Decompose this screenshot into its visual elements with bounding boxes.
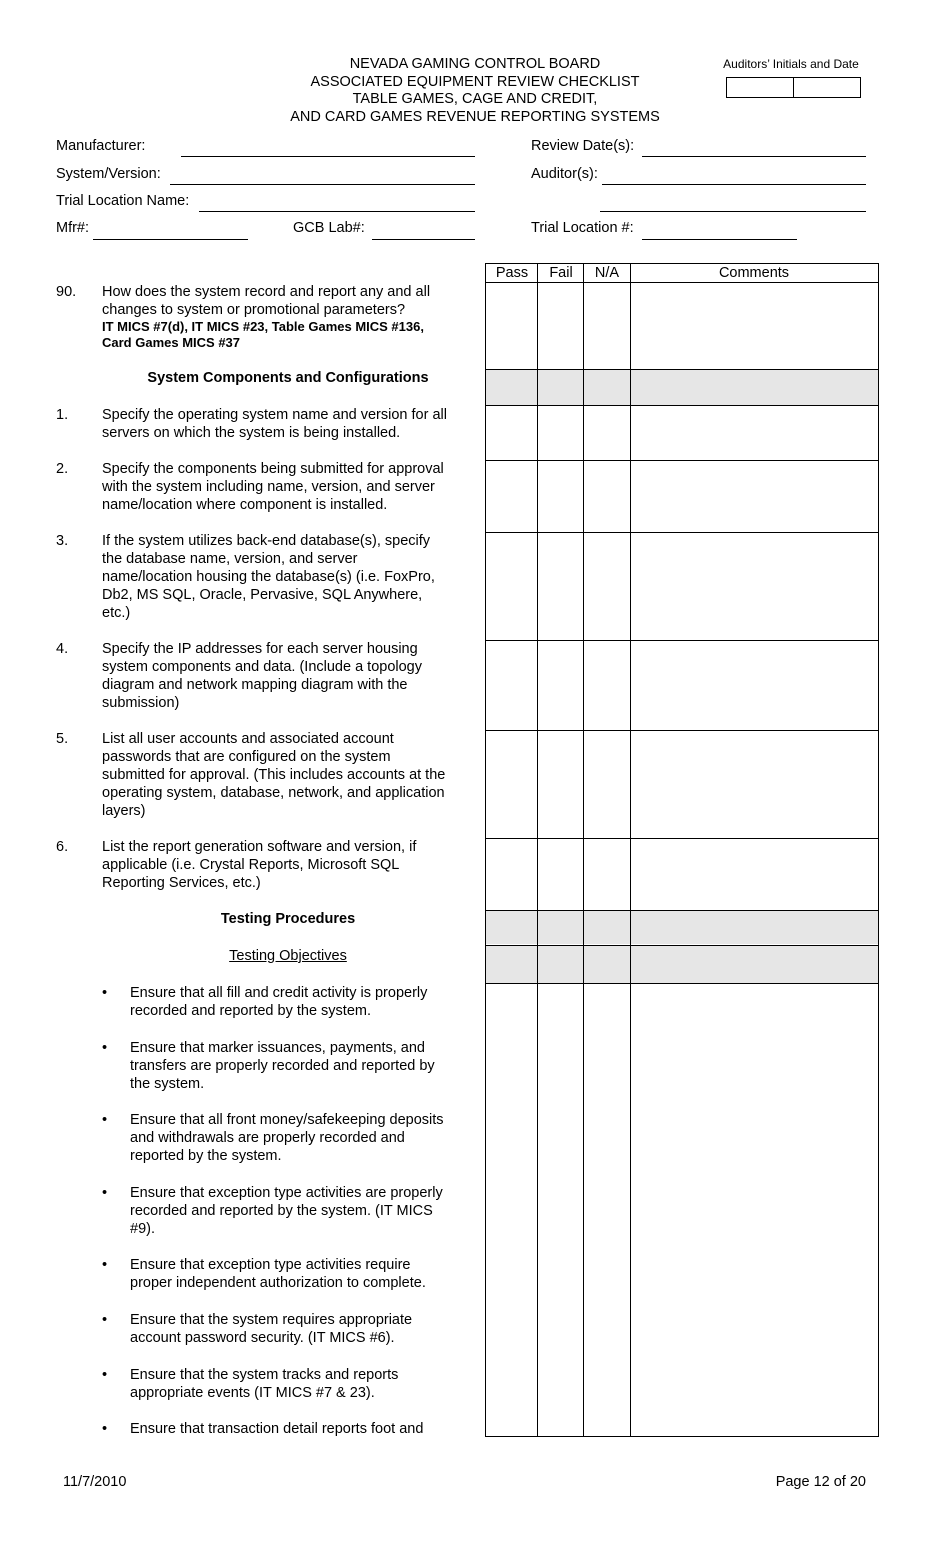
- auditors-initials-box[interactable]: [726, 77, 861, 98]
- row-divider: [486, 405, 878, 406]
- objective-line: transfers are properly recorded and reported by: [130, 1058, 435, 1074]
- row-divider: [486, 910, 878, 911]
- auditors-label: Auditor(s):: [531, 166, 598, 182]
- objective-line: Ensure that the system tracks and reports: [130, 1367, 399, 1383]
- question-line: submission): [102, 695, 180, 711]
- objective-line: and withdrawals are properly recorded and: [130, 1130, 405, 1146]
- question-line: with the system including name, version, and server: [102, 479, 435, 495]
- objective-line: the system.: [130, 1076, 205, 1092]
- gcb-lab-label: GCB Lab#:: [293, 220, 365, 236]
- comments-column-header: Comments: [718, 265, 790, 281]
- question-6-text: [102, 838, 482, 892]
- question-5-text: [102, 730, 482, 820]
- objective-line: proper independent authorization to complete.: [130, 1275, 426, 1291]
- objective-line: Ensure that the system requires appropriate: [130, 1312, 413, 1328]
- row-divider: [486, 532, 878, 533]
- question-number: 2.: [56, 461, 69, 477]
- objective-line: reported by the system.: [130, 1148, 282, 1164]
- objective-line: recorded and reported by the system. (IT MICS: [130, 1203, 433, 1219]
- bullet-icon: •: [102, 1367, 108, 1383]
- bullet-icon: •: [102, 1185, 108, 1201]
- row-divider: [486, 640, 878, 641]
- question-number: 1.: [56, 407, 69, 423]
- column-divider: [537, 264, 538, 1436]
- objective-item: [130, 1311, 480, 1347]
- question-3-text: [102, 532, 482, 622]
- row-divider: [486, 282, 878, 283]
- question-line: Specify the operating system name and version for all: [102, 407, 447, 423]
- question-line: If the system utilizes back-end database(s), specify: [102, 533, 431, 549]
- auditors-date-cell[interactable]: [793, 78, 860, 97]
- objective-item: [130, 1184, 480, 1238]
- document-title: [240, 56, 710, 126]
- blank-field-line[interactable]: [600, 211, 866, 212]
- objective-item: [130, 1256, 480, 1292]
- question-line: servers on which the system is being installed.: [102, 425, 401, 441]
- objective-line: #9).: [130, 1221, 155, 1237]
- title-line: AND CARD GAMES REVENUE REPORTING SYSTEMS: [290, 108, 660, 125]
- auditors-field[interactable]: [602, 184, 866, 185]
- objective-line: Ensure that all front money/safekeeping deposits: [130, 1112, 444, 1128]
- gcb-lab-field[interactable]: [372, 239, 475, 240]
- question-number: 90.: [56, 284, 77, 300]
- checklist-grid: [485, 263, 879, 1437]
- mics-reference: Card Games MICS #37: [102, 335, 241, 350]
- review-dates-label: Review Date(s):: [531, 138, 635, 154]
- page-number: Page 12 of 20: [775, 1474, 866, 1490]
- objective-line: appropriate events (IT MICS #7 & 23).: [130, 1385, 375, 1401]
- question-number: 6.: [56, 839, 69, 855]
- bullet-icon: •: [102, 1040, 108, 1056]
- question-line: How does the system record and report any and all: [102, 284, 431, 300]
- objective-item: [130, 1420, 480, 1438]
- question-line: List all user accounts and associated account: [102, 731, 394, 747]
- pass-column-header: Pass: [495, 265, 529, 281]
- mics-reference: IT MICS #7(d), IT MICS #23, Table Games MICS #136,: [102, 319, 424, 334]
- testing-objectives-heading: Testing Objectives: [229, 948, 347, 964]
- question-line: passwords that are configured on the system: [102, 749, 391, 765]
- section-row-shade: [486, 945, 878, 983]
- question-number: 3.: [56, 533, 69, 549]
- bullet-icon: •: [102, 985, 108, 1001]
- row-divider: [486, 838, 878, 839]
- row-divider: [486, 945, 878, 946]
- bullet-icon: •: [102, 1312, 108, 1328]
- question-line: operating system, database, network, and application: [102, 785, 445, 801]
- row-divider: [486, 730, 878, 731]
- system-version-label: System/Version:: [56, 166, 161, 182]
- question-line: diagram and network mapping diagram with the: [102, 677, 408, 693]
- review-dates-field[interactable]: [642, 156, 866, 157]
- objective-item: [130, 1366, 480, 1402]
- auditors-initials-label: Auditors’ Initials and Date: [723, 57, 859, 71]
- row-divider: [486, 983, 878, 984]
- question-line: applicable (i.e. Crystal Reports, Microsoft SQL: [102, 857, 400, 873]
- question-line: the database name, version, and server: [102, 551, 358, 567]
- objective-item: [130, 984, 480, 1020]
- question-90-text: [102, 283, 482, 351]
- title-line: ASSOCIATED EQUIPMENT REVIEW CHECKLIST: [310, 73, 640, 90]
- question-line: List the report generation software and version, if: [102, 839, 417, 855]
- title-line: TABLE GAMES, CAGE AND CREDIT,: [352, 91, 598, 107]
- trial-location-number-label: Trial Location #:: [531, 220, 634, 236]
- section-row-shade: [486, 910, 878, 944]
- title-line: NEVADA GAMING CONTROL BOARD: [349, 56, 601, 72]
- question-number: 4.: [56, 641, 69, 657]
- question-line: etc.): [102, 605, 131, 621]
- manufacturer-field[interactable]: [181, 156, 475, 157]
- section-row-shade: [486, 369, 878, 405]
- bullet-icon: •: [102, 1257, 108, 1273]
- bullet-icon: •: [102, 1421, 108, 1437]
- question-line: Specify the components being submitted for approval: [102, 461, 444, 477]
- question-line: Specify the IP addresses for each server housing: [102, 641, 418, 657]
- question-line: layers): [102, 803, 146, 819]
- objective-line: account password security. (IT MICS #6).: [130, 1330, 395, 1346]
- objective-item: [130, 1039, 480, 1093]
- na-column-header: N/A: [594, 265, 620, 281]
- bullet-icon: •: [102, 1112, 108, 1128]
- column-divider: [583, 264, 584, 1436]
- objective-line: Ensure that exception type activities require: [130, 1257, 411, 1273]
- row-divider: [486, 460, 878, 461]
- question-line: Reporting Services, etc.): [102, 875, 261, 891]
- objective-line: Ensure that transaction detail reports foot and: [130, 1421, 424, 1437]
- question-1-text: [102, 406, 482, 442]
- question-line: submitted for approval. (This includes accounts at the: [102, 767, 446, 783]
- column-divider: [630, 264, 631, 1436]
- question-number: 5.: [56, 731, 69, 747]
- mfr-number-label: Mfr#:: [56, 220, 90, 236]
- question-line: system components and data. (Include a topology: [102, 659, 422, 675]
- fail-column-header: Fail: [549, 265, 573, 281]
- section-heading-testing-procedures: Testing Procedures: [220, 911, 356, 927]
- question-line: changes to system or promotional parameters?: [102, 302, 406, 318]
- trial-location-name-label: Trial Location Name:: [56, 193, 190, 209]
- objective-line: Ensure that exception type activities are properly: [130, 1185, 443, 1201]
- objective-line: recorded and reported by the system.: [130, 1003, 371, 1019]
- question-4-text: [102, 640, 482, 712]
- trial-location-number-field[interactable]: [642, 239, 797, 240]
- mfr-number-field[interactable]: [93, 239, 248, 240]
- question-line: Db2, MS SQL, Oracle, Pervasive, SQL Anywhere,: [102, 587, 423, 603]
- footer-date: 11/7/2010: [63, 1474, 127, 1490]
- question-line: name/location where component is installed.: [102, 497, 388, 513]
- objective-item: [130, 1111, 480, 1165]
- trial-location-name-field[interactable]: [199, 211, 475, 212]
- section-heading-system-components: System Components and Configurations: [147, 370, 429, 386]
- system-version-field[interactable]: [170, 184, 475, 185]
- manufacturer-label: Manufacturer:: [56, 138, 146, 154]
- objective-line: Ensure that marker issuances, payments, and: [130, 1040, 425, 1056]
- row-divider: [486, 369, 878, 370]
- question-line: name/location housing the database(s) (i.e. FoxPro,: [102, 569, 435, 585]
- auditors-initials-cell[interactable]: [727, 78, 793, 97]
- question-2-text: [102, 460, 482, 514]
- objective-line: Ensure that all fill and credit activity is properly: [130, 985, 428, 1001]
